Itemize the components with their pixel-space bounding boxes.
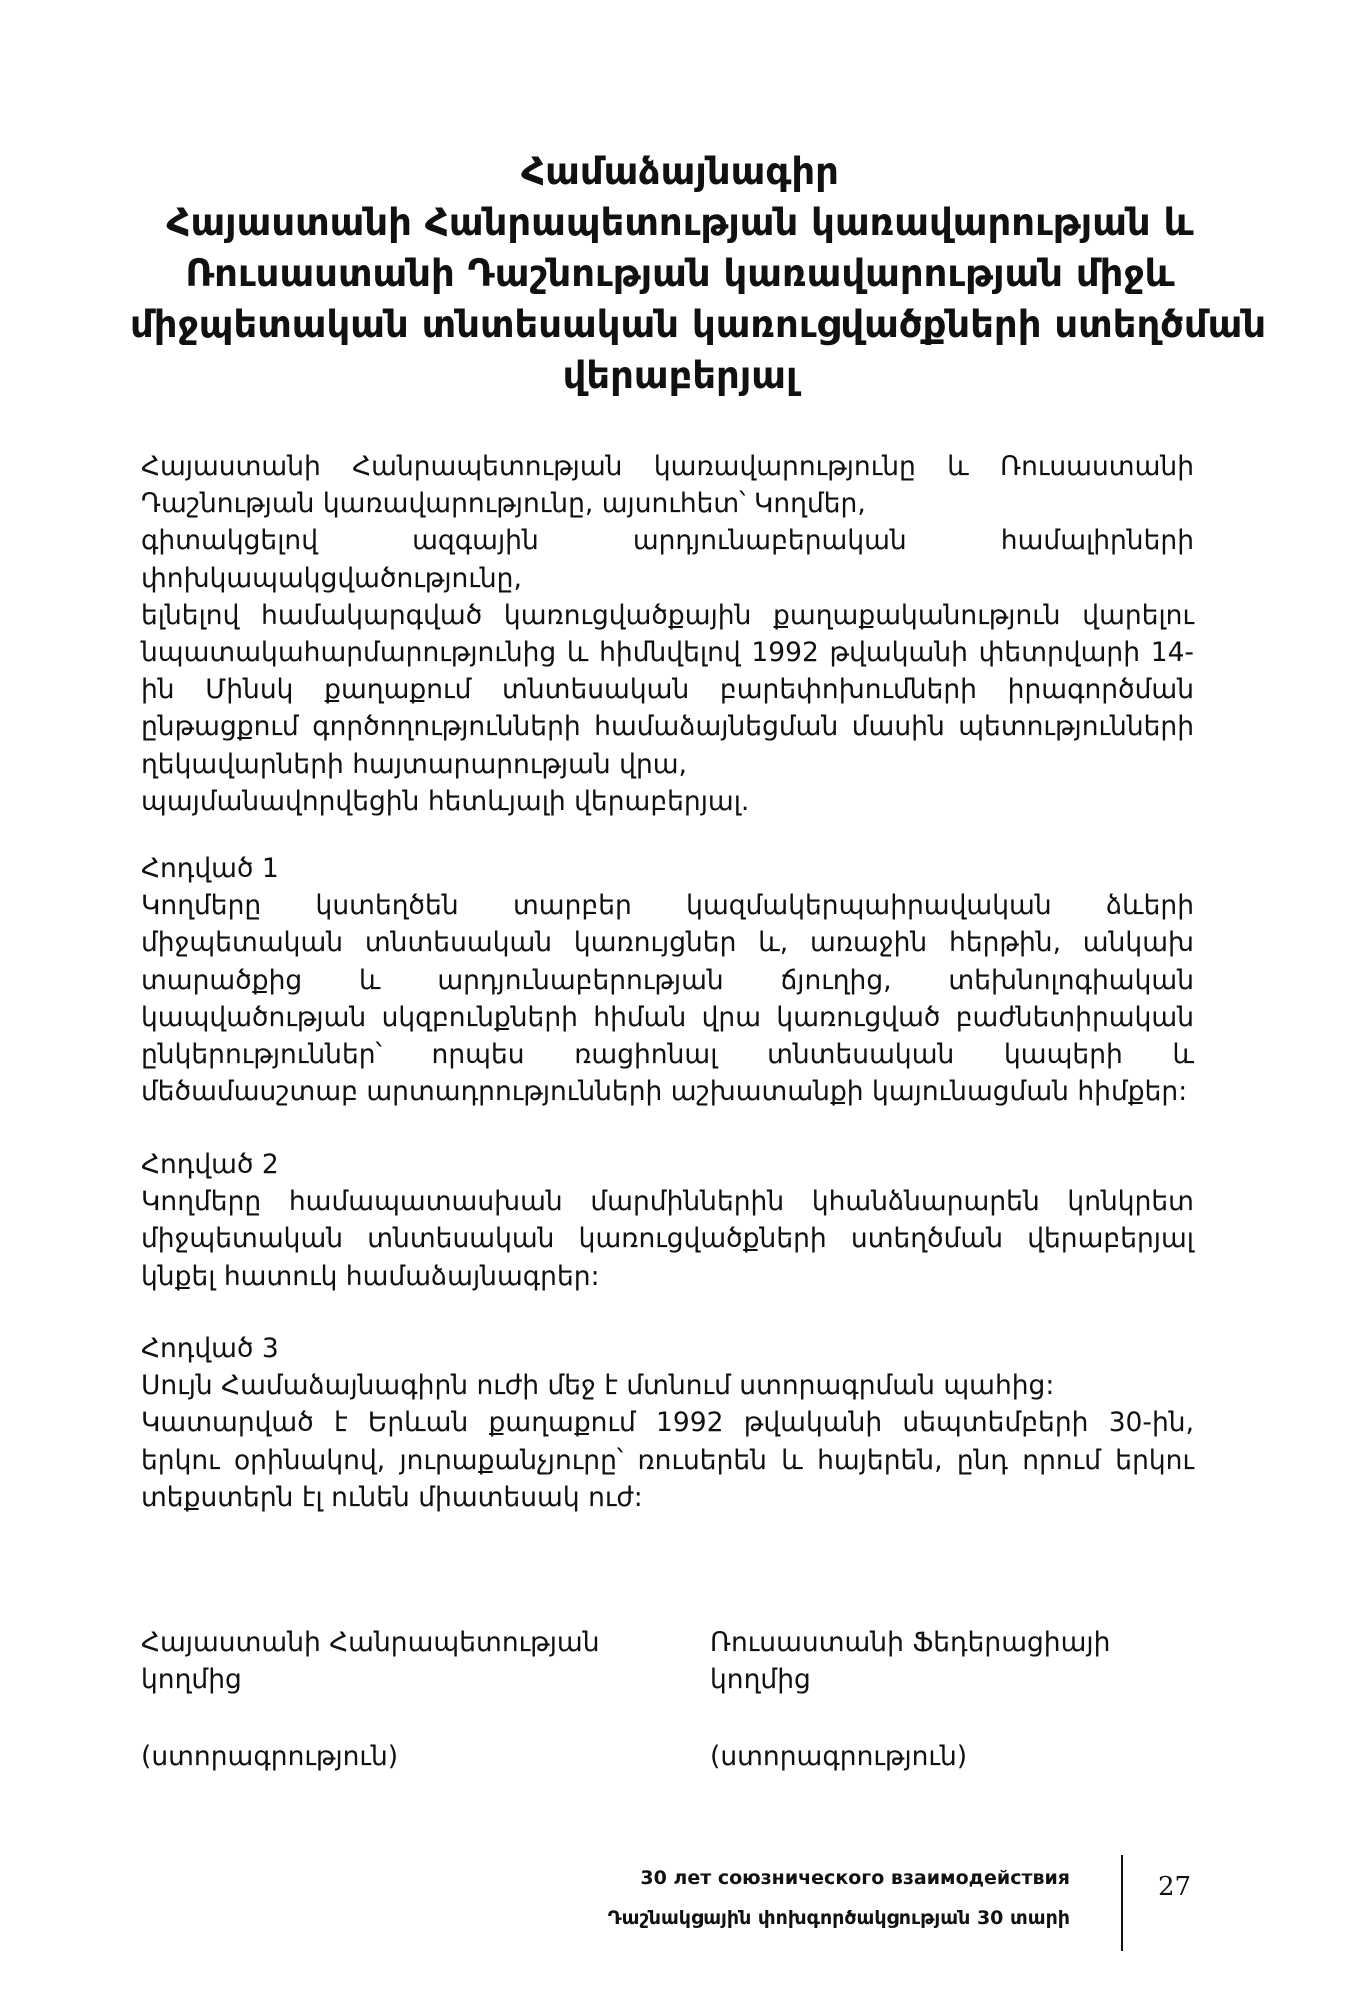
title-line-4: միջպետական տնտեսական կառուցվածքների ստեղծման (130, 303, 1267, 346)
article-2 (141, 1146, 1194, 1295)
article-1-paragraph: Կողմերը կստեղծեն տարբեր կազմակերպաիրավական ձևերի միջպետական տնտեսական կառույցներ և, առաջին հերթին, անկախ տարածքից և արդյունաբերության ճյուղից, տեխնոլոգիական կապվածության սկզբունքների հիման վրա կառուցված բաժնետիրական ընկերություններ՝ որպես ռացիոնալ տնտեսական կապերի և մեծամասշտաբ արտադրությունների աշխատանքի կայունացման հիմքեր: (141, 890, 1194, 1108)
title-line-2: Հայաստանի Հանրապետության կառավարության և (166, 201, 1194, 244)
document-title (130, 146, 1267, 401)
preamble-paragraph-4: պայմանավորվեցին հետևյալի վերաբերյալ. (141, 785, 750, 817)
signature-note-armenia: (ստորագրություն) (141, 1741, 399, 1772)
signature-note-russia: (ստորագրություն) (710, 1741, 968, 1772)
footer-divider (1121, 1855, 1123, 1951)
title-line-5: վերաբերյալ (562, 354, 798, 397)
page-number: 27 (1158, 1872, 1192, 1902)
signature-russia-line-2: կողմից (710, 1664, 811, 1696)
footer-title-russian: 30 лет союзнического взаимодействия (640, 1867, 1070, 1889)
article-2-heading: Հոդված 2 (141, 1149, 279, 1180)
preamble-paragraph-3: ելնելով համակարգված կառուցվածքային քաղաքականություն վարելու նպատակահարմարությունից և հիմնվելով 1992 թվականի փետրվարի 14-ին Մինսկ քաղաքում տնտեսական բարեփոխումների իրագործման ընթացքում գործողությունների համաձայնեցման մասին պետությունների ղեկավարների հայտարարության վրա, (141, 599, 1194, 780)
article-1-heading: Հոդված 1 (141, 853, 279, 884)
page-footer (540, 1858, 1070, 1938)
preamble (141, 448, 1194, 820)
article-1 (141, 850, 1194, 1110)
signature-russia-line-1: Ռուսաստանի Ֆեդերացիայի (710, 1627, 1111, 1658)
article-3-paragraph-2: Կատարված է Երևան քաղաքում 1992 թվականի սեպտեմբերի 30-ին, երկու օրինակով, յուրաքանչյուրը՝ ռուսերեն և հայերեն, ընդ որում երկու տեքստերն էլ ունեն միատեսակ ուժ: (141, 1407, 1194, 1513)
article-3-heading: Հոդված 3 (141, 1333, 279, 1364)
article-3 (141, 1330, 1194, 1516)
signature-block-armenia (141, 1624, 600, 1698)
article-3-paragraph-1: Սույն Համաձայնագիրն ուժի մեջ է մտնում ստորագրման պահից: (141, 1370, 1055, 1402)
article-2-paragraph: Կողմերը համապատասխան մարմիններին կհանձնարարեն կոնկրետ միջպետական տնտեսական կառուցվածքների ստեղծման վերաբերյալ կնքել հատուկ համաձայնագրեր: (141, 1186, 1194, 1292)
preamble-paragraph-2: գիտակցելով ազգային արդյունաբերական համալիրների փոխկապակցվածությունը, (141, 525, 1194, 594)
title-line-1: Համաձայնագիր (521, 150, 839, 193)
signature-block-russia (710, 1624, 1110, 1698)
title-line-3: Ռուսաստանի Դաշնության կառավարության միջև (185, 252, 1175, 295)
preamble-paragraph-1: Հայաստանի Հանրապետության կառավարությունը և Ռուսաստանի Դաշնության կառավարությունը, այսուհետ՝ Կողմեր, (141, 451, 1194, 520)
footer-title-armenian: Դաշնակցային փոխգործակցության 30 տարի (607, 1907, 1070, 1929)
signature-armenia-line-2: կողմից (141, 1664, 242, 1696)
signature-armenia-line-1: Հայաստանի Հանրապետության (141, 1627, 600, 1658)
